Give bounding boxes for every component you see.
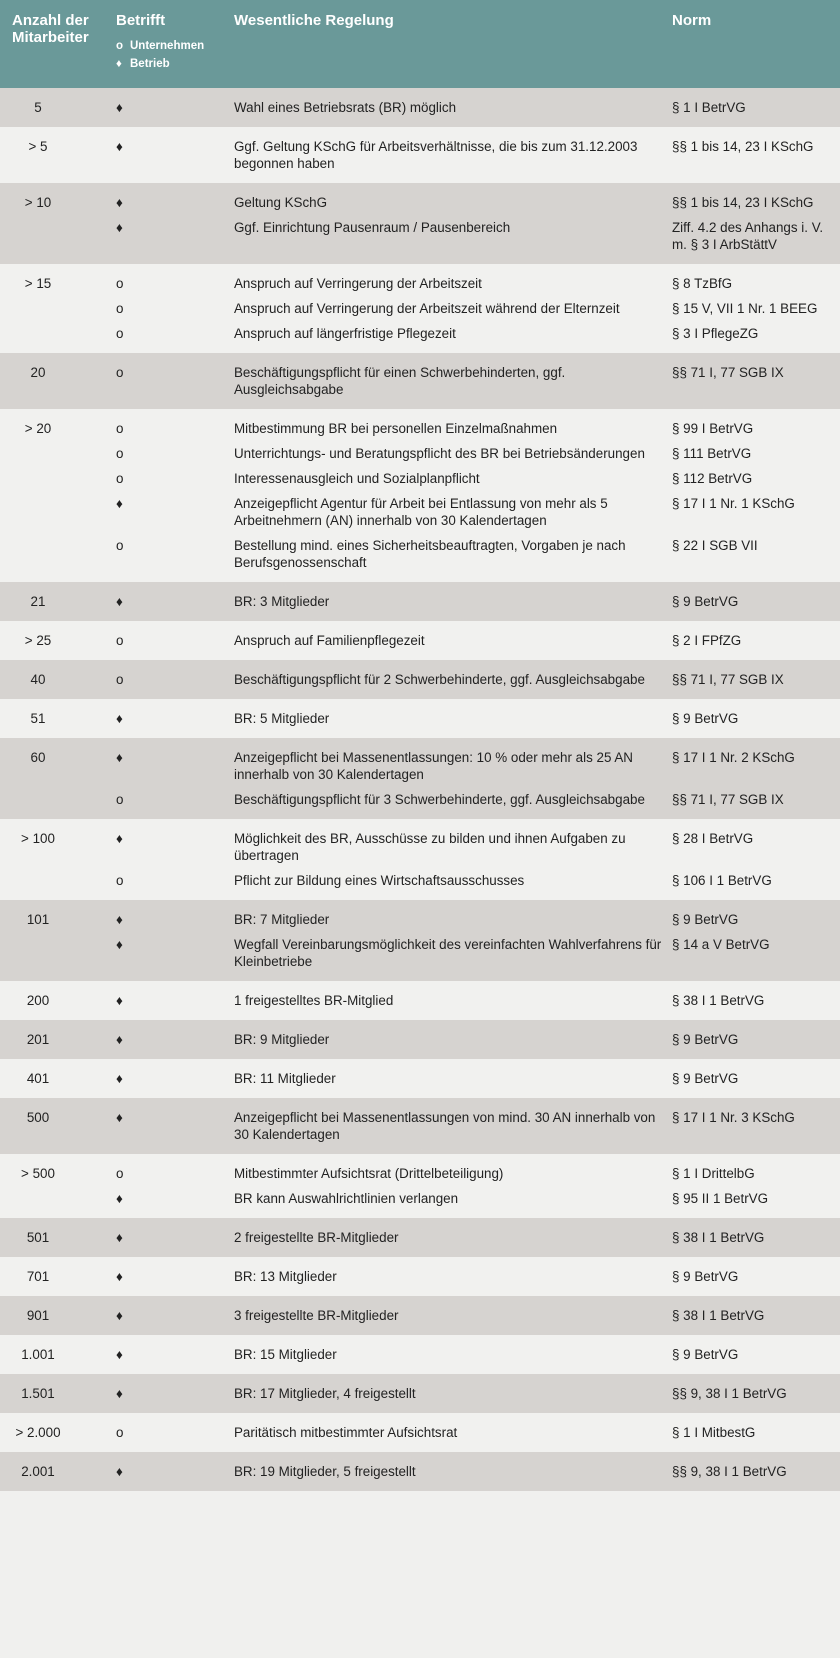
header-norm: Norm xyxy=(672,12,712,29)
norm-cell: § 38 I 1 BetrVG xyxy=(672,1308,765,1323)
norm-cell: § 1 I BetrVG xyxy=(672,100,746,115)
table-row-group xyxy=(0,1335,840,1374)
table-row-group xyxy=(0,699,840,738)
table-row xyxy=(0,491,840,533)
table-row xyxy=(0,1161,840,1186)
diamond-icon: ♦ xyxy=(116,594,123,609)
table-row-group xyxy=(0,183,840,264)
regulation-cell: BR: 3 Mitglieder xyxy=(234,594,330,609)
table-row xyxy=(0,589,840,614)
employee-count-cell xyxy=(0,791,76,808)
employee-count-cell xyxy=(0,872,76,889)
table-row-group xyxy=(0,582,840,621)
norm-cell: § 99 I BetrVG xyxy=(672,421,754,436)
table-row-group xyxy=(0,264,840,353)
employee-count-cell: 51 xyxy=(30,711,46,726)
table-row xyxy=(0,826,840,868)
circle-icon: o xyxy=(116,792,124,807)
table-row xyxy=(0,787,840,812)
table-row-group xyxy=(0,1413,840,1452)
norm-cell: § 8 TzBfG xyxy=(672,276,733,291)
header-betrifft-label: Betrifft xyxy=(116,12,166,29)
legend xyxy=(116,37,226,73)
circle-icon: o xyxy=(116,326,124,341)
employee-count-cell: 901 xyxy=(26,1308,50,1323)
table-row-group xyxy=(0,1452,840,1491)
regulation-cell: BR kann Auswahlrichtlinien verlangen xyxy=(234,1191,459,1206)
table-row xyxy=(0,416,840,441)
circle-icon: o xyxy=(116,421,124,436)
table-row-group xyxy=(0,1059,840,1098)
header-betrifft xyxy=(108,0,226,88)
regulation-cell: Anspruch auf Verringerung der Arbeitszeit während der Elternzeit xyxy=(234,301,620,316)
table-row-group xyxy=(0,900,840,981)
regulation-cell: Paritätisch mitbestimmter Aufsichtsrat xyxy=(234,1425,458,1440)
norm-cell: § 1 I MitbestG xyxy=(672,1425,756,1440)
regulation-cell: Mitbestimmter Aufsichtsrat (Drittelbeteiligung) xyxy=(234,1166,504,1181)
regulation-cell: 1 freigestelltes BR-Mitglied xyxy=(234,993,394,1008)
diamond-icon: ♦ xyxy=(116,1347,123,1362)
circle-icon: o xyxy=(116,1166,124,1181)
regulation-cell: Anspruch auf Verringerung der Arbeitszeit xyxy=(234,276,482,291)
table-row-group xyxy=(0,1154,840,1218)
circle-icon: o xyxy=(116,538,124,553)
regulation-cell: BR: 17 Mitglieder, 4 freigestellt xyxy=(234,1386,416,1401)
norm-cell: §§ 9, 38 I 1 BetrVG xyxy=(672,1386,787,1401)
regulation-cell: BR: 19 Mitglieder, 5 freigestellt xyxy=(234,1464,416,1479)
diamond-icon: ♦ xyxy=(116,1230,123,1245)
table-row xyxy=(0,868,840,893)
norm-cell: § 9 BetrVG xyxy=(672,711,739,726)
regulation-cell: Beschäftigungspflicht für 3 Schwerbehinderte, ggf. Ausgleichsabgabe xyxy=(234,792,645,807)
table-row-group xyxy=(0,127,840,183)
circle-icon: o xyxy=(116,633,124,648)
table-row xyxy=(0,441,840,466)
legend-betrieb xyxy=(116,55,226,73)
table-row xyxy=(0,706,840,731)
table-row-group xyxy=(0,819,840,900)
norm-cell: §§ 71 I, 77 SGB IX xyxy=(672,792,784,807)
norm-cell: § 3 I PflegeZG xyxy=(672,326,759,341)
table-row xyxy=(0,466,840,491)
norm-cell: § 106 I 1 BetrVG xyxy=(672,873,772,888)
regulation-cell: Bestellung mind. eines Sicherheitsbeauftragten, Vorgaben je nach Berufsgenossenschaft xyxy=(234,538,626,570)
diamond-icon: ♦ xyxy=(116,1386,123,1401)
table-row-group xyxy=(0,409,840,582)
employee-count-cell: > 500 xyxy=(21,1166,55,1181)
legend-unternehmen xyxy=(116,37,226,55)
norm-cell: §§ 1 bis 14, 23 I KSchG xyxy=(672,195,814,210)
table-body xyxy=(0,88,840,1491)
employee-count-cell: 2.001 xyxy=(21,1464,55,1479)
table-row-group xyxy=(0,1296,840,1335)
employee-count-cell xyxy=(0,936,76,970)
table-row xyxy=(0,1186,840,1211)
table-row-group xyxy=(0,660,840,699)
norm-cell: § 111 BetrVG xyxy=(672,446,752,461)
employee-count-cell xyxy=(0,300,76,317)
norm-cell: § 38 I 1 BetrVG xyxy=(672,1230,765,1245)
legend-unternehmen-label: Unternehmen xyxy=(130,40,205,52)
employee-count-cell: 20 xyxy=(30,365,46,380)
regulation-cell: BR: 5 Mitglieder xyxy=(234,711,330,726)
diamond-icon: ♦ xyxy=(116,1308,123,1323)
regulation-cell: BR: 9 Mitglieder xyxy=(234,1032,330,1047)
norm-cell: § 14 a V BetrVG xyxy=(672,937,770,952)
employee-count-cell xyxy=(0,1190,76,1207)
regulation-cell: Anspruch auf längerfristige Pflegezeit xyxy=(234,326,456,341)
table-row xyxy=(0,1264,840,1289)
table-row-group xyxy=(0,88,840,127)
employee-count-cell: > 5 xyxy=(28,139,48,154)
table-row-group xyxy=(0,1218,840,1257)
regulation-cell: Beschäftigungspflicht für 2 Schwerbehinderte, ggf. Ausgleichsabgabe xyxy=(234,672,645,687)
table-row-group xyxy=(0,1098,840,1154)
employee-count-cell: 40 xyxy=(30,672,46,687)
table-row-group xyxy=(0,1020,840,1059)
table-row-group xyxy=(0,353,840,409)
employee-count-cell: 401 xyxy=(26,1071,50,1086)
norm-cell: § 15 V, VII 1 Nr. 1 BEEG xyxy=(672,301,818,316)
diamond-icon: ♦ xyxy=(116,139,123,154)
table-row xyxy=(0,271,840,296)
regulation-cell: Unterrichtungs- und Beratungspflicht des BR bei Betriebsänderungen xyxy=(234,446,645,461)
employee-count-cell: 501 xyxy=(26,1230,50,1245)
regulation-cell: Anzeigepflicht Agentur für Arbeit bei Entlassung von mehr als 5 Arbeitnehmern (AN) innerhalb von 30 Kalendertagen xyxy=(234,496,608,528)
regulation-cell: BR: 13 Mitglieder xyxy=(234,1269,337,1284)
employee-count-cell: 60 xyxy=(30,750,46,765)
norm-cell: § 9 BetrVG xyxy=(672,912,739,927)
norm-cell: § 28 I BetrVG xyxy=(672,831,754,846)
circle-icon: o xyxy=(116,672,124,687)
table-row xyxy=(0,360,840,402)
regulation-cell: Beschäftigungspflicht für einen Schwerbehinderten, ggf. Ausgleichsabgabe xyxy=(234,365,566,397)
diamond-icon: ♦ xyxy=(116,58,122,70)
table-row xyxy=(0,1225,840,1250)
circle-icon: o xyxy=(116,446,124,461)
norm-cell: §§ 9, 38 I 1 BetrVG xyxy=(672,1464,787,1479)
norm-cell: § 112 BetrVG xyxy=(672,471,753,486)
regulation-cell: Pflicht zur Bildung eines Wirtschaftsausschusses xyxy=(234,873,525,888)
diamond-icon: ♦ xyxy=(116,195,123,210)
table-row-group xyxy=(0,1374,840,1413)
table-header xyxy=(0,0,840,88)
employee-count-cell: 21 xyxy=(30,594,46,609)
norm-cell: § 22 I SGB VII xyxy=(672,538,758,553)
regulation-cell: BR: 15 Mitglieder xyxy=(234,1347,337,1362)
diamond-icon: ♦ xyxy=(116,750,123,765)
table-row xyxy=(0,95,840,120)
diamond-icon: ♦ xyxy=(116,831,123,846)
employee-count-cell: > 2.000 xyxy=(15,1425,61,1440)
regulation-cell: BR: 7 Mitglieder xyxy=(234,912,330,927)
regulation-cell: Interessenausgleich und Sozialplanpflicht xyxy=(234,471,480,486)
employee-count-cell: > 10 xyxy=(24,195,52,210)
diamond-icon: ♦ xyxy=(116,220,123,235)
header-employee-count: Anzahl der Mitarbeiter xyxy=(12,12,89,46)
regulation-cell: Ggf. Einrichtung Pausenraum / Pausenbereich xyxy=(234,220,511,235)
norm-cell: §§ 71 I, 77 SGB IX xyxy=(672,365,784,380)
diamond-icon: ♦ xyxy=(116,1071,123,1086)
table-row xyxy=(0,628,840,653)
legend-betrieb-label: Betrieb xyxy=(130,58,170,70)
employee-count-cell xyxy=(0,219,76,253)
diamond-icon: ♦ xyxy=(116,496,123,511)
norm-cell: § 38 I 1 BetrVG xyxy=(672,993,765,1008)
employee-count-cell: 1.501 xyxy=(21,1386,55,1401)
diamond-icon: ♦ xyxy=(116,1110,123,1125)
regulation-cell: Anzeigepflicht bei Massenentlassungen von mind. 30 AN innerhalb von 30 Kalendertagen xyxy=(234,1110,656,1142)
norm-cell: § 17 I 1 Nr. 1 KSchG xyxy=(672,496,795,511)
table-row xyxy=(0,1459,840,1484)
norm-cell: § 9 BetrVG xyxy=(672,1071,739,1086)
regulation-cell: Wegfall Vereinbarungsmöglichkeit des vereinfachten Wahlverfahrens für Kleinbetriebe xyxy=(234,937,662,969)
table-row xyxy=(0,932,840,974)
table-row xyxy=(0,988,840,1013)
diamond-icon: ♦ xyxy=(116,937,123,952)
employee-count-cell: 201 xyxy=(26,1032,50,1047)
regulation-cell: 3 freigestellte BR-Mitglieder xyxy=(234,1308,399,1323)
table-row xyxy=(0,1420,840,1445)
circle-icon: o xyxy=(116,276,124,291)
circle-icon: o xyxy=(116,1425,124,1440)
norm-cell: § 2 I FPfZG xyxy=(672,633,742,648)
table-row xyxy=(0,907,840,932)
norm-cell: § 9 BetrVG xyxy=(672,1269,739,1284)
table-row xyxy=(0,745,840,787)
circle-icon: o xyxy=(116,301,124,316)
circle-icon: o xyxy=(116,471,124,486)
norm-cell: § 17 I 1 Nr. 2 KSchG xyxy=(672,750,795,765)
employee-count-cell: 200 xyxy=(26,993,50,1008)
table-row-group xyxy=(0,738,840,819)
norm-cell: §§ 71 I, 77 SGB IX xyxy=(672,672,784,687)
employee-count-cell xyxy=(0,445,76,462)
employee-count-cell: > 25 xyxy=(24,633,52,648)
regulation-cell: Wahl eines Betriebsrats (BR) möglich xyxy=(234,100,457,115)
table-row xyxy=(0,215,840,257)
norm-cell: § 9 BetrVG xyxy=(672,594,739,609)
employee-count-cell xyxy=(0,325,76,342)
regulation-cell: Ggf. Geltung KSchG für Arbeitsverhältnisse, die bis zum 31.12.2003 begonnen haben xyxy=(234,139,638,171)
employee-count-cell xyxy=(0,537,76,571)
diamond-icon: ♦ xyxy=(116,1032,123,1047)
regulation-cell: Anzeigepflicht bei Massenentlassungen: 10 % oder mehr als 25 AN innerhalb von 30 Kalendertagen xyxy=(234,750,633,782)
table-row-group xyxy=(0,981,840,1020)
norm-cell: § 95 II 1 BetrVG xyxy=(672,1191,769,1206)
norm-cell: § 1 I DrittelbG xyxy=(672,1166,755,1181)
employee-count-cell: > 20 xyxy=(24,421,52,436)
employee-count-cell: 101 xyxy=(26,912,50,927)
table-row xyxy=(0,1342,840,1367)
employee-count-cell: 701 xyxy=(26,1269,50,1284)
table-row xyxy=(0,134,840,176)
norm-cell: § 9 BetrVG xyxy=(672,1347,739,1362)
diamond-icon: ♦ xyxy=(116,1464,123,1479)
table-row xyxy=(0,1066,840,1091)
table-row xyxy=(0,1105,840,1147)
table-row-group xyxy=(0,1257,840,1296)
norm-cell: Ziff. 4.2 des Anhangs i. V. m. § 3 I ArbStättV xyxy=(672,220,824,252)
employee-count-cell: 1.001 xyxy=(21,1347,55,1362)
regulation-cell: 2 freigestellte BR-Mitglieder xyxy=(234,1230,399,1245)
employee-count-cell: 500 xyxy=(26,1110,50,1125)
table-row xyxy=(0,667,840,692)
norm-cell: § 17 I 1 Nr. 3 KSchG xyxy=(672,1110,795,1125)
diamond-icon: ♦ xyxy=(116,100,123,115)
employee-count-cell: > 15 xyxy=(24,276,52,291)
norm-cell: §§ 1 bis 14, 23 I KSchG xyxy=(672,139,814,154)
table-row xyxy=(0,1027,840,1052)
table-row xyxy=(0,321,840,346)
employee-count-cell: 5 xyxy=(34,100,42,115)
diamond-icon: ♦ xyxy=(116,912,123,927)
employee-count-cell: > 100 xyxy=(21,831,55,846)
regulation-cell: Anspruch auf Familienpflegezeit xyxy=(234,633,425,648)
table-row xyxy=(0,296,840,321)
regulation-cell: Möglichkeit des BR, Ausschüsse zu bilden und ihnen Aufgaben zu übertragen xyxy=(234,831,626,863)
diamond-icon: ♦ xyxy=(116,1191,123,1206)
regulation-cell: Geltung KSchG xyxy=(234,195,328,210)
regulation-cell: BR: 11 Mitglieder xyxy=(234,1071,336,1086)
employee-count-cell xyxy=(0,495,76,529)
diamond-icon: ♦ xyxy=(116,711,123,726)
circle-icon: o xyxy=(116,40,124,52)
header-regelung: Wesentliche Regelung xyxy=(234,12,394,29)
diamond-icon: ♦ xyxy=(116,993,123,1008)
regulation-cell: Mitbestimmung BR bei personellen Einzelmaßnahmen xyxy=(234,421,558,436)
table-row xyxy=(0,1381,840,1406)
table-row xyxy=(0,190,840,215)
table-row xyxy=(0,533,840,575)
employee-count-cell xyxy=(0,470,76,487)
table-row xyxy=(0,1303,840,1328)
table-row-group xyxy=(0,621,840,660)
norm-cell: § 9 BetrVG xyxy=(672,1032,739,1047)
diamond-icon: ♦ xyxy=(116,1269,123,1284)
circle-icon: o xyxy=(116,365,124,380)
circle-icon: o xyxy=(116,873,124,888)
